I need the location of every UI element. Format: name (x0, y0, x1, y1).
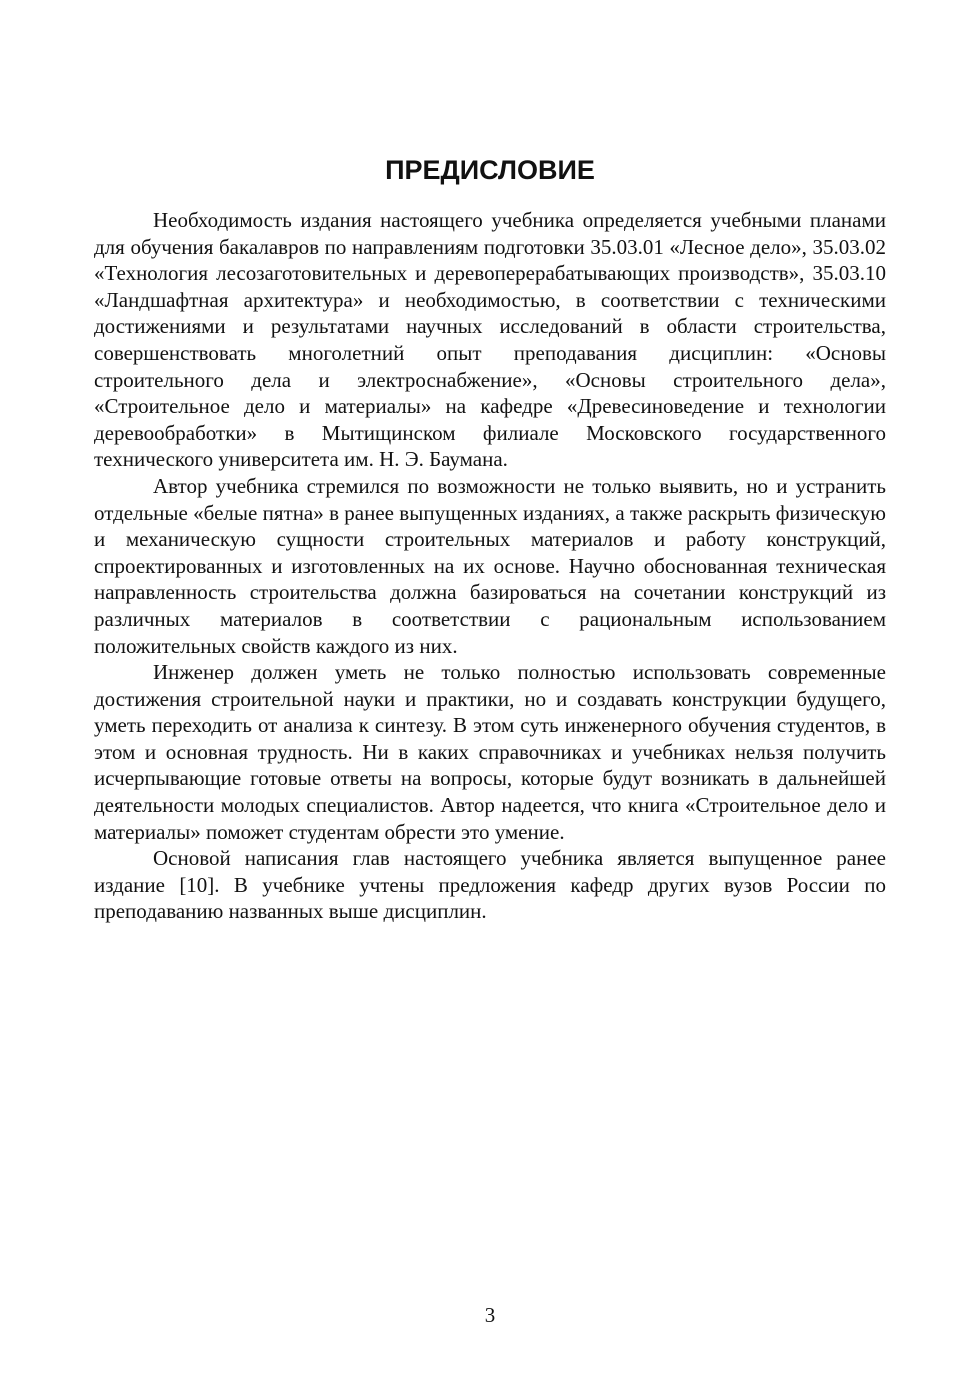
preface-body (94, 207, 886, 925)
paragraph: Необходимость издания настоящего учебника определяется учебными планами для обучения бакалавров по направлениям подготовки 35.03.01 «Лесное дело», 35.03.02 «Технология лесозаготовительных и деревоперерабатывающих производств», 35.03.10 «Ландшафтная архитектура» и необходимостью, в соответствии с техническими достижениями и результатами научных исследований в области строительства, совершенствовать многолетний опыт преподавания дисциплин: «Основы строительного дела и электроснабжение», «Основы строительного дела», «Строительное дело и материалы» на кафедре «Древесиноведение и технологии деревообработки» в Мытищинском филиале Московского государственного технического университета им. Н. Э. Баумана. (94, 208, 886, 472)
paragraph: Инженер должен уметь не только полностью использовать современные достижения строительной науки и практики, но и создавать конструкции будущего, уметь переходить от анализа к синтезу. В этом суть инженерного обучения студентов, в этом и основная трудность. Ни в каких справочниках и учебниках нельзя получить исчерпывающие готовые ответы на вопросы, которые будут возникать в дальнейшей деятельности молодых специалистов. Автор надеется, что книга «Строительное дело и материалы» поможет студентам обрести это умение. (94, 660, 886, 844)
page-title: ПРЕДИСЛОВИЕ (385, 155, 595, 185)
paragraph: Автор учебника стремился по возможности не только выявить, но и устранить отдельные «белые пятна» в ранее выпущенных изданиях, а также раскрыть физическую и механическую сущности строительных материалов и работу конструкций, спроектированных и изготовленных на их основе. Научно обоснованная техническая направленность строительства должна базироваться на сочетании конструкций из различных материалов в соответствии с рациональным использованием положительных свойств каждого из них. (94, 473, 886, 658)
paragraph: Основой написания глав настоящего учебника является выпущенное ранее издание [10]. В учебнике учтены предложения кафедр других вузов России по преподаванию названных выше дисциплин. (94, 846, 886, 924)
page-number: 3 (484, 1303, 496, 1327)
